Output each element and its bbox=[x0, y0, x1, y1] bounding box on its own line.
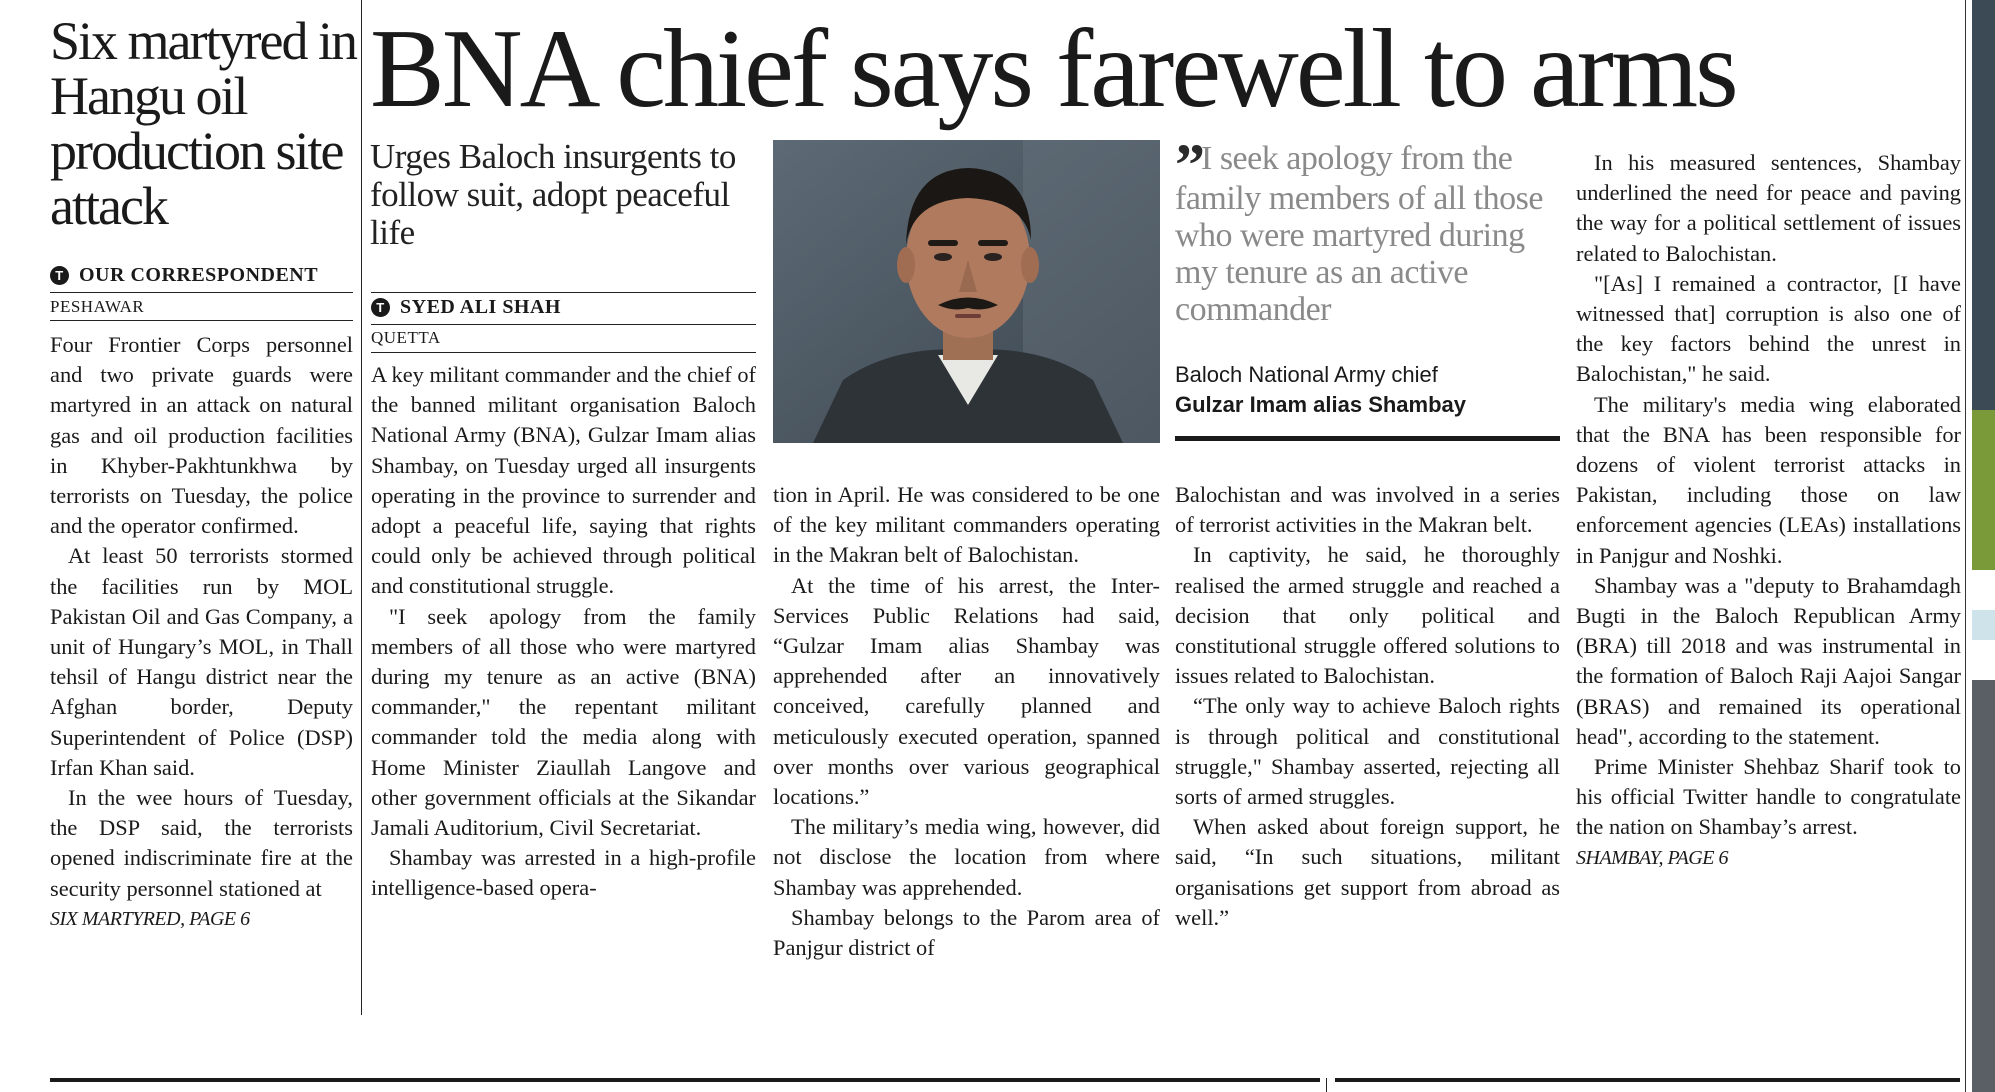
left-byline-block bbox=[50, 264, 350, 287]
main-paragraph: A key militant commander and the chief of the banned militant organisation Baloch National Army (BNA), Gulzar Imam alias Shambay, on Tuesday urged all insurgents operating in the province to surrender and adopt a peaceful life, saying that rights could only be achieved through political and constitutional struggle. bbox=[371, 362, 756, 599]
portrait-illustration bbox=[773, 140, 1160, 443]
main-jump-line: SHAMBAY, PAGE 6 bbox=[1576, 846, 1728, 869]
main-paragraph: Shambay was a "deputy to Brahamdagh Bugti in the Baloch Republican Army (BRA) till 2018 and was instrumental in the formation of Baloch Raji Aajoi Sangar (BRAS) and remained its operational head", according to the statement. bbox=[1576, 572, 1961, 749]
main-byline-name: SYED ALI SHAH bbox=[400, 296, 561, 318]
main-byline bbox=[371, 296, 561, 319]
left-jump-line: SIX MARTYRED, PAGE 6 bbox=[50, 907, 250, 930]
main-byline-rule bbox=[371, 324, 756, 325]
pull-quote bbox=[1175, 132, 1565, 328]
main-paragraph: At the time of his arrest, the Inter-Services Public Relations had said, “Gulzar Imam alias Shambay was apprehended after an innovatively conceived, carefully planned and meticulously executed operation, spanned over months over various geographical locations.” bbox=[773, 572, 1160, 810]
caption-title: Baloch National Army chief bbox=[1175, 362, 1438, 387]
adjacent-photo-strip bbox=[1972, 0, 1995, 410]
bottom-rule-right bbox=[1335, 1078, 1960, 1082]
main-headline: BNA chief says farewell to arms bbox=[370, 7, 1736, 131]
photo-caption bbox=[1175, 360, 1565, 420]
left-byline bbox=[50, 264, 350, 287]
left-story-column bbox=[50, 330, 353, 934]
main-column-4 bbox=[1576, 148, 1961, 873]
main-paragraph: The military’s media wing, however, did not disclose the location from where Shambay was apprehended. bbox=[773, 814, 1160, 900]
main-deck: Urges Baloch insurgents to follow suit, adopt peaceful life bbox=[370, 137, 736, 252]
left-paragraph: At least 50 terrorists stormed the facilities run by MOL Pakistan Oil and Gas Company, a unit of Hungary’s MOL, in Thall tehsil of Hangu district near the Afghan border, Deputy Superintendent of Police (DSP) Irfan Khan said. bbox=[50, 543, 353, 780]
main-paragraph: Balochistan and was involved in a series of terrorist activities in the Makran belt. bbox=[1175, 482, 1560, 538]
main-column-1 bbox=[371, 360, 756, 904]
main-paragraph: Shambay belongs to the Parom area of Panjgur district of bbox=[773, 904, 1160, 961]
bottom-rule-left bbox=[50, 1078, 1320, 1082]
main-column-2 bbox=[773, 480, 1160, 963]
main-paragraph: “The only way to achieve Baloch rights is through political and constitutional struggle," Shambay asserted, rejecting all sorts of armed struggles. bbox=[1175, 693, 1560, 810]
main-paragraph: In his measured sentences, Shambay underlined the need for peace and paving the way for a political settlement of issues related to Balochistan. bbox=[1576, 150, 1961, 266]
bottom-divider bbox=[1326, 1078, 1327, 1092]
main-paragraph: "I seek apology from the family members of all those who were martyred during my tenure as an active (BNA) commander," the repentant militant commander told the media along with Home Minister Ziaullah Langove and other government officials at the Sikandar Jamali Auditorium, Civil Secretariat. bbox=[371, 603, 756, 841]
main-dateline-rule bbox=[371, 352, 756, 353]
page-edge-rule bbox=[1965, 0, 1966, 1092]
main-paragraph: When asked about foreign support, he said, “In such situations, militant organisations get support from abroad as well.” bbox=[1175, 814, 1560, 930]
main-column-3 bbox=[1175, 480, 1560, 933]
main-paragraph: In captivity, he said, he thoroughly realised the armed struggle and reached a decision that only political and constitutional struggle offered solutions to issues related to Balochistan. bbox=[1175, 542, 1560, 689]
left-paragraph: Four Frontier Corps personnel and two private guards were martyred in an attack on natural gas and oil production facilities in Khyber-Pakhtunkhwa by terrorists on Tuesday, the police and the operator confirmed. bbox=[50, 332, 353, 539]
left-byline-name: OUR CORRESPONDENT bbox=[79, 264, 319, 286]
caption-name: Gulzar Imam alias Shambay bbox=[1175, 392, 1467, 417]
main-dateline: QUETTA bbox=[371, 328, 441, 347]
quote-mark-icon: ” bbox=[1175, 132, 1197, 198]
main-paragraph: The military's media wing elaborated that the BNA has been responsible for dozens of violent terrorist attacks in Pakistan, including those on law enforcement agencies (LEAs) installations in Panjgur and Noshki. bbox=[1576, 391, 1961, 568]
adjacent-green-strip bbox=[1972, 410, 1995, 570]
main-paragraph: tion in April. He was considered to be one of the key militant commanders operating in the Makran belt of Balochistan. bbox=[773, 482, 1160, 568]
main-paragraph: Prime Minister Shehbaz Sharif took to his official Twitter handle to congratulate the nation on Shambay’s arrest. bbox=[1576, 754, 1961, 840]
tribune-t-icon: T bbox=[371, 298, 390, 317]
left-headline: Six martyred in Hangu oil production site attack bbox=[50, 11, 356, 236]
pull-quote-text: I seek apology from the family members of all those who were martyred during my tenure as an active commander bbox=[1175, 140, 1543, 328]
left-paragraph: In the wee hours of Tuesday, the DSP said, the terrorists opened indiscriminate fire at the security personnel stationed at bbox=[50, 785, 353, 901]
left-dateline-rule bbox=[50, 320, 353, 321]
main-paragraph: "[As] I remained a contractor, [I have witnessed that] corruption is also one of the key factors behind the unrest in Balochistan," he said. bbox=[1576, 270, 1961, 387]
main-paragraph: Shambay was arrested in a high-profile intelligence-based opera- bbox=[371, 845, 756, 901]
main-byline-block bbox=[371, 296, 561, 319]
left-byline-rule bbox=[50, 292, 353, 293]
tribune-t-icon: T bbox=[50, 266, 69, 285]
column-divider bbox=[361, 0, 362, 1015]
adjacent-photo-strip-2 bbox=[1972, 680, 1995, 1092]
left-dateline: PESHAWAR bbox=[50, 297, 145, 316]
main-byline-top-rule bbox=[371, 292, 756, 293]
portrait-photo bbox=[773, 140, 1160, 443]
adjacent-blue-strip bbox=[1972, 610, 1995, 640]
caption-rule bbox=[1175, 436, 1560, 441]
